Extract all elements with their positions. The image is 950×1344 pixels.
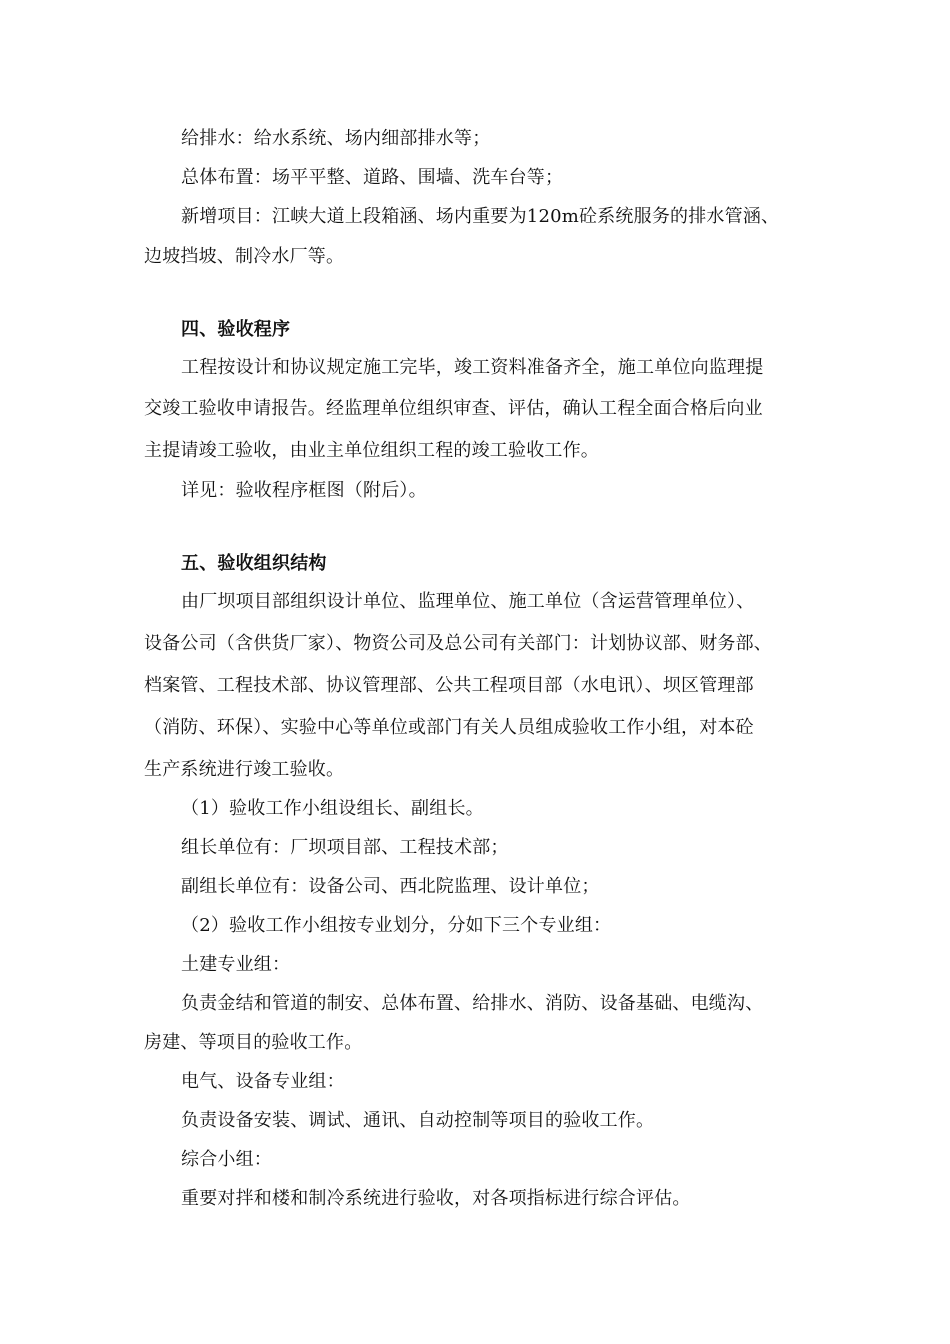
paragraph-new-items-cont: 边坡挡坡、制冷水厂等。 <box>144 246 345 267</box>
label-general-group: 综合小组： <box>181 1149 272 1170</box>
heading-acceptance-procedure: 四、验收程序 <box>181 319 291 340</box>
paragraph-procedure-2: 交竣工验收申请报告。经监理单位组织审查、评估，确认工程全面合格后向业 <box>144 398 763 419</box>
paragraph-procedure-3: 主提请竣工验收，由业主单位组织工程的竣工验收工作。 <box>144 440 599 461</box>
paragraph-procedure-1: 工程按设计和协议规定施工完毕，竣工资料准备齐全，施工单位向监理提 <box>181 357 764 378</box>
paragraph-civil-1: 负责金结和管道的制安、总体布置、给排水、消防、设备基础、电缆沟、 <box>181 993 764 1014</box>
paragraph-layout: 总体布置：场平平整、道路、围墙、洗车台等； <box>181 167 564 188</box>
paragraph-org-3: 档案管、工程技术部、协议管理部、公共工程项目部（水电讯）、坝区管理部 <box>144 675 754 696</box>
paragraph-org-2: 设备公司（含供货厂家）、物资公司及总公司有关部门：计划协议部、财务部、 <box>144 633 772 654</box>
item-2-groups: （2）验收工作小组按专业划分，分如下三个专业组： <box>181 915 612 936</box>
paragraph-leader-units: 组长单位有：厂坝项目部、工程技术部； <box>181 837 509 858</box>
paragraph-deputy-units: 副组长单位有：设备公司、西北院监理、设计单位； <box>181 876 600 897</box>
label-electrical-group: 电气、设备专业组： <box>181 1071 345 1092</box>
paragraph-org-5: 生产系统进行竣工验收。 <box>144 759 345 780</box>
paragraph-procedure-ref: 详见：验收程序框图（附后）。 <box>181 480 427 501</box>
paragraph-org-1: 由厂坝项目部组织设计单位、监理单位、施工单位（含运营管理单位）、 <box>181 591 755 612</box>
label-civil-group: 土建专业组： <box>181 954 291 975</box>
paragraph-general: 重要对拌和楼和制冷系统进行验收，对各项指标进行综合评估。 <box>181 1188 691 1209</box>
paragraph-electrical: 负责设备安装、调试、通讯、自动控制等项目的验收工作。 <box>181 1110 655 1131</box>
paragraph-org-4: （消防、环保）、实验中心等单位或部门有关人员组成验收工作小组，对本砼 <box>144 717 754 738</box>
heading-organization: 五、验收组织结构 <box>181 553 327 574</box>
paragraph-civil-2: 房建、等项目的验收工作。 <box>144 1032 363 1053</box>
item-1-leaders: （1）验收工作小组设组长、副组长。 <box>181 798 484 819</box>
paragraph-drainage: 给排水：给水系统、场内细部排水等； <box>181 128 491 149</box>
paragraph-new-items: 新增项目：江峡大道上段箱涵、场内重要为120m砼系统服务的排水管涵、 <box>181 206 780 227</box>
